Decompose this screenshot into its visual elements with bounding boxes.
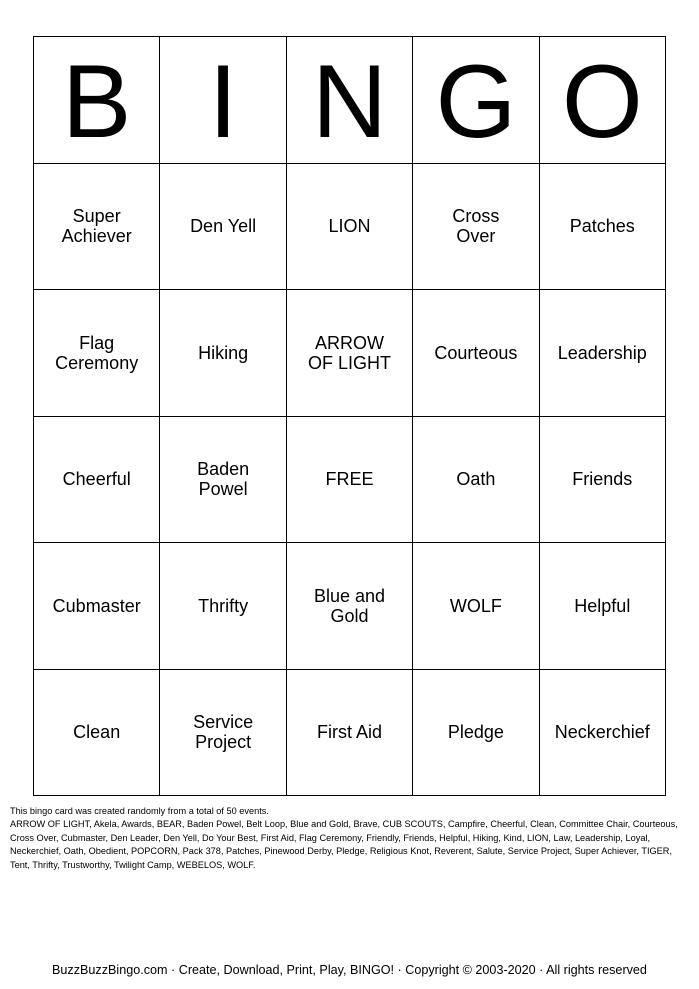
bingo-square: Den Yell: [160, 164, 286, 291]
copyright-footer: BuzzBuzzBingo.com · Create, Download, Print, Play, BINGO! · Copyright © 2003-2020 · All rights reserved: [52, 963, 647, 977]
bingo-square: Blue and Gold: [287, 543, 413, 670]
bingo-square: Baden Powel: [160, 417, 286, 544]
bingo-square: Cross Over: [413, 164, 539, 291]
bingo-square: Flag Ceremony: [34, 290, 160, 417]
header-letter-n: N: [287, 37, 413, 164]
bingo-square: Thrifty: [160, 543, 286, 670]
bingo-square: ARROW OF LIGHT: [287, 290, 413, 417]
bingo-square: LION: [287, 164, 413, 291]
bingo-square: Clean: [34, 670, 160, 797]
header-letter-o: O: [540, 37, 666, 164]
bingo-square: Hiking: [160, 290, 286, 417]
event-list-info: [10, 805, 689, 872]
bingo-square: Oath: [413, 417, 539, 544]
bingo-square: Service Project: [160, 670, 286, 797]
bingo-card: [33, 36, 666, 796]
bingo-square: Super Achiever: [34, 164, 160, 291]
bingo-square: Cubmaster: [34, 543, 160, 670]
bingo-square: Helpful: [540, 543, 666, 670]
header-letter-g: G: [413, 37, 539, 164]
bingo-square: Leadership: [540, 290, 666, 417]
event-count-note: This bingo card was created randomly from a total of 50 events.: [10, 806, 269, 816]
header-letter-b: B: [34, 37, 160, 164]
bingo-square: Neckerchief: [540, 670, 666, 797]
bingo-square: Cheerful: [34, 417, 160, 544]
bingo-square: Patches: [540, 164, 666, 291]
bingo-square: Friends: [540, 417, 666, 544]
bingo-square: Pledge: [413, 670, 539, 797]
bingo-square: First Aid: [287, 670, 413, 797]
event-list: ARROW OF LIGHT, Akela, Awards, BEAR, Baden Powel, Belt Loop, Blue and Gold, Brave, CUB SCOUTS, Campfire, Cheerful, Clean, Committee Chair, Courteous, Cross Over, Cubmaster, Den Leader, Den Yell, Do Your Best, First Aid, Flag Ceremony, Friendly, Friends, Helpful, Hiking, Kind, LION, Law, Leadership, Loyal, Neckerchief, Oath, Obedient, POPCORN, Pack 378, Patches, Pinewood Derby, Pledge, Religious Knot, Reverent, Salute, Service Project, Super Achiever, TIGER, Tent, Thrifty, Trustworthy, Twilight Camp, WEBELOS, WOLF.: [10, 819, 678, 870]
free-square: FREE: [287, 417, 413, 544]
bingo-square: Courteous: [413, 290, 539, 417]
bingo-square: WOLF: [413, 543, 539, 670]
header-letter-i: I: [160, 37, 286, 164]
